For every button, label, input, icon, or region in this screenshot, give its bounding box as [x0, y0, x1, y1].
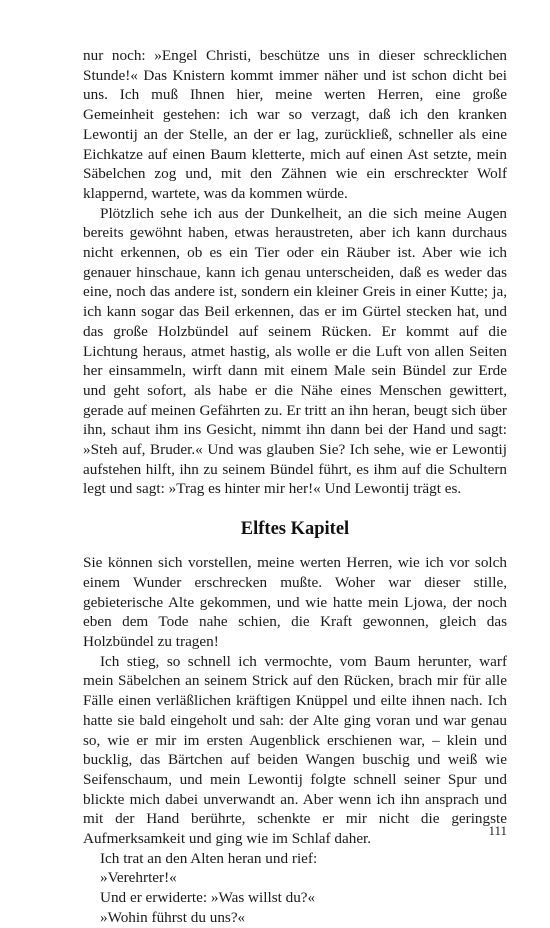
dialog-line: »Wohin führst du uns?«	[100, 908, 246, 926]
dialog-line: Und er erwiderte: »Was willst du?«	[100, 889, 316, 907]
book-page	[83, 46, 507, 928]
paragraph: Plötzlich sehe ich aus der Dunkelheit, an die sich meine Augen bereits gewöhnt haben, etwas heraustreten, aber ich kann durchaus nicht erkennen, ob es ein Tier oder ein Räuber ist. Aber wie ich genauer hinschaue, kann ich genau unterscheiden, daß es weder das eine, noch das andere ist, sondern ein kleiner Greis in einer Kutte; ja, ich kann sogar das Beil erkennen, das er im Gürtel stecken hat, und das große Holzbündel auf seinem Rücken. Er kommt auf die Lichtung heraus, atmet hastig, als wolle er die Luft von allen Seiten her einsammeln, wirft dann mit einem Male sein Bündel zur Erde und geht sofort, als habe er die Nähe eines Menschen gewittert, gerade auf meinen Gefährten zu. Er tritt an ihn heran, beugt sich über ihn, schaut ihm ins Gesicht, nimmt ihn dann bei der Hand und sagt: »Steh auf, Bruder.« Und was glauben Sie? Ich sehe, wie er Lewontij aufstehen hilft, ihn zu seinem Bündel führt, es ihm auf die Schultern legt und sagt: »Trag es hinter mir her!« Und Lewontij trägt es.	[83, 204, 507, 498]
paragraph: Ich stieg, so schnell ich vermochte, vom Baum herunter, warf mein Säbelchen an seinem Strick auf den Rücken, brach mir für alle Fälle einen verläßlichen kräftigen Knüppel und eilte ihnen nach. Ich hatte sie bald eingeholt und sah: der Alte ging voran und war genau so, wie er mir im ersten Augenblick erschienen war, – klein und bucklig, das Bärtchen auf beiden Wangen buschig und weiß wie Seifenschaum, und mein Lewontij folgte schnell seiner Spur und blickte mich dabei unverwandt an. Aber wenn ich ihn ansprach und mit der Hand berührte, schenkte er mir nicht die geringste Aufmerksamkeit und ging wie im Schlaf daher.	[83, 652, 507, 848]
chapter-heading: Elftes Kapitel	[240, 519, 350, 540]
paragraph: nur noch: »Engel Christi, beschütze uns in dieser schrecklichen Stunde!« Das Knistern kommt immer näher und ist schon dicht bei uns. Ich muß Ihnen hier, meine werten Herren, eine große Gemeinheit gestehen: ich war so verzagt, daß ich den kranken Lewontij an der Stelle, an der er lag, zurückließ, schneller als eine Eichkatze auf einen Baum kletterte, mich auf einen Ast setzte, mein Säbelchen zog und, mit den Zähnen wie ein erschreckter Wolf klappernd, wartete, was da kommen würde.	[83, 47, 507, 202]
page-number: 111	[488, 823, 507, 838]
dialog-line: »Verehrter!«	[100, 869, 177, 887]
dialog-line: Ich trat an den Alten heran und rief:	[100, 849, 318, 867]
paragraph: Sie können sich vorstellen, meine werten Herren, wie ich vor solch einem Wunder erschrecken mußte. Woher war dieser stille, gebieterische Alte gekommen, und wie hatte mein Ljowa, der noch eben dem Tode nahe schien, die Kraft gewonnen, gleich das Holzbündel zu tragen!	[83, 554, 507, 650]
